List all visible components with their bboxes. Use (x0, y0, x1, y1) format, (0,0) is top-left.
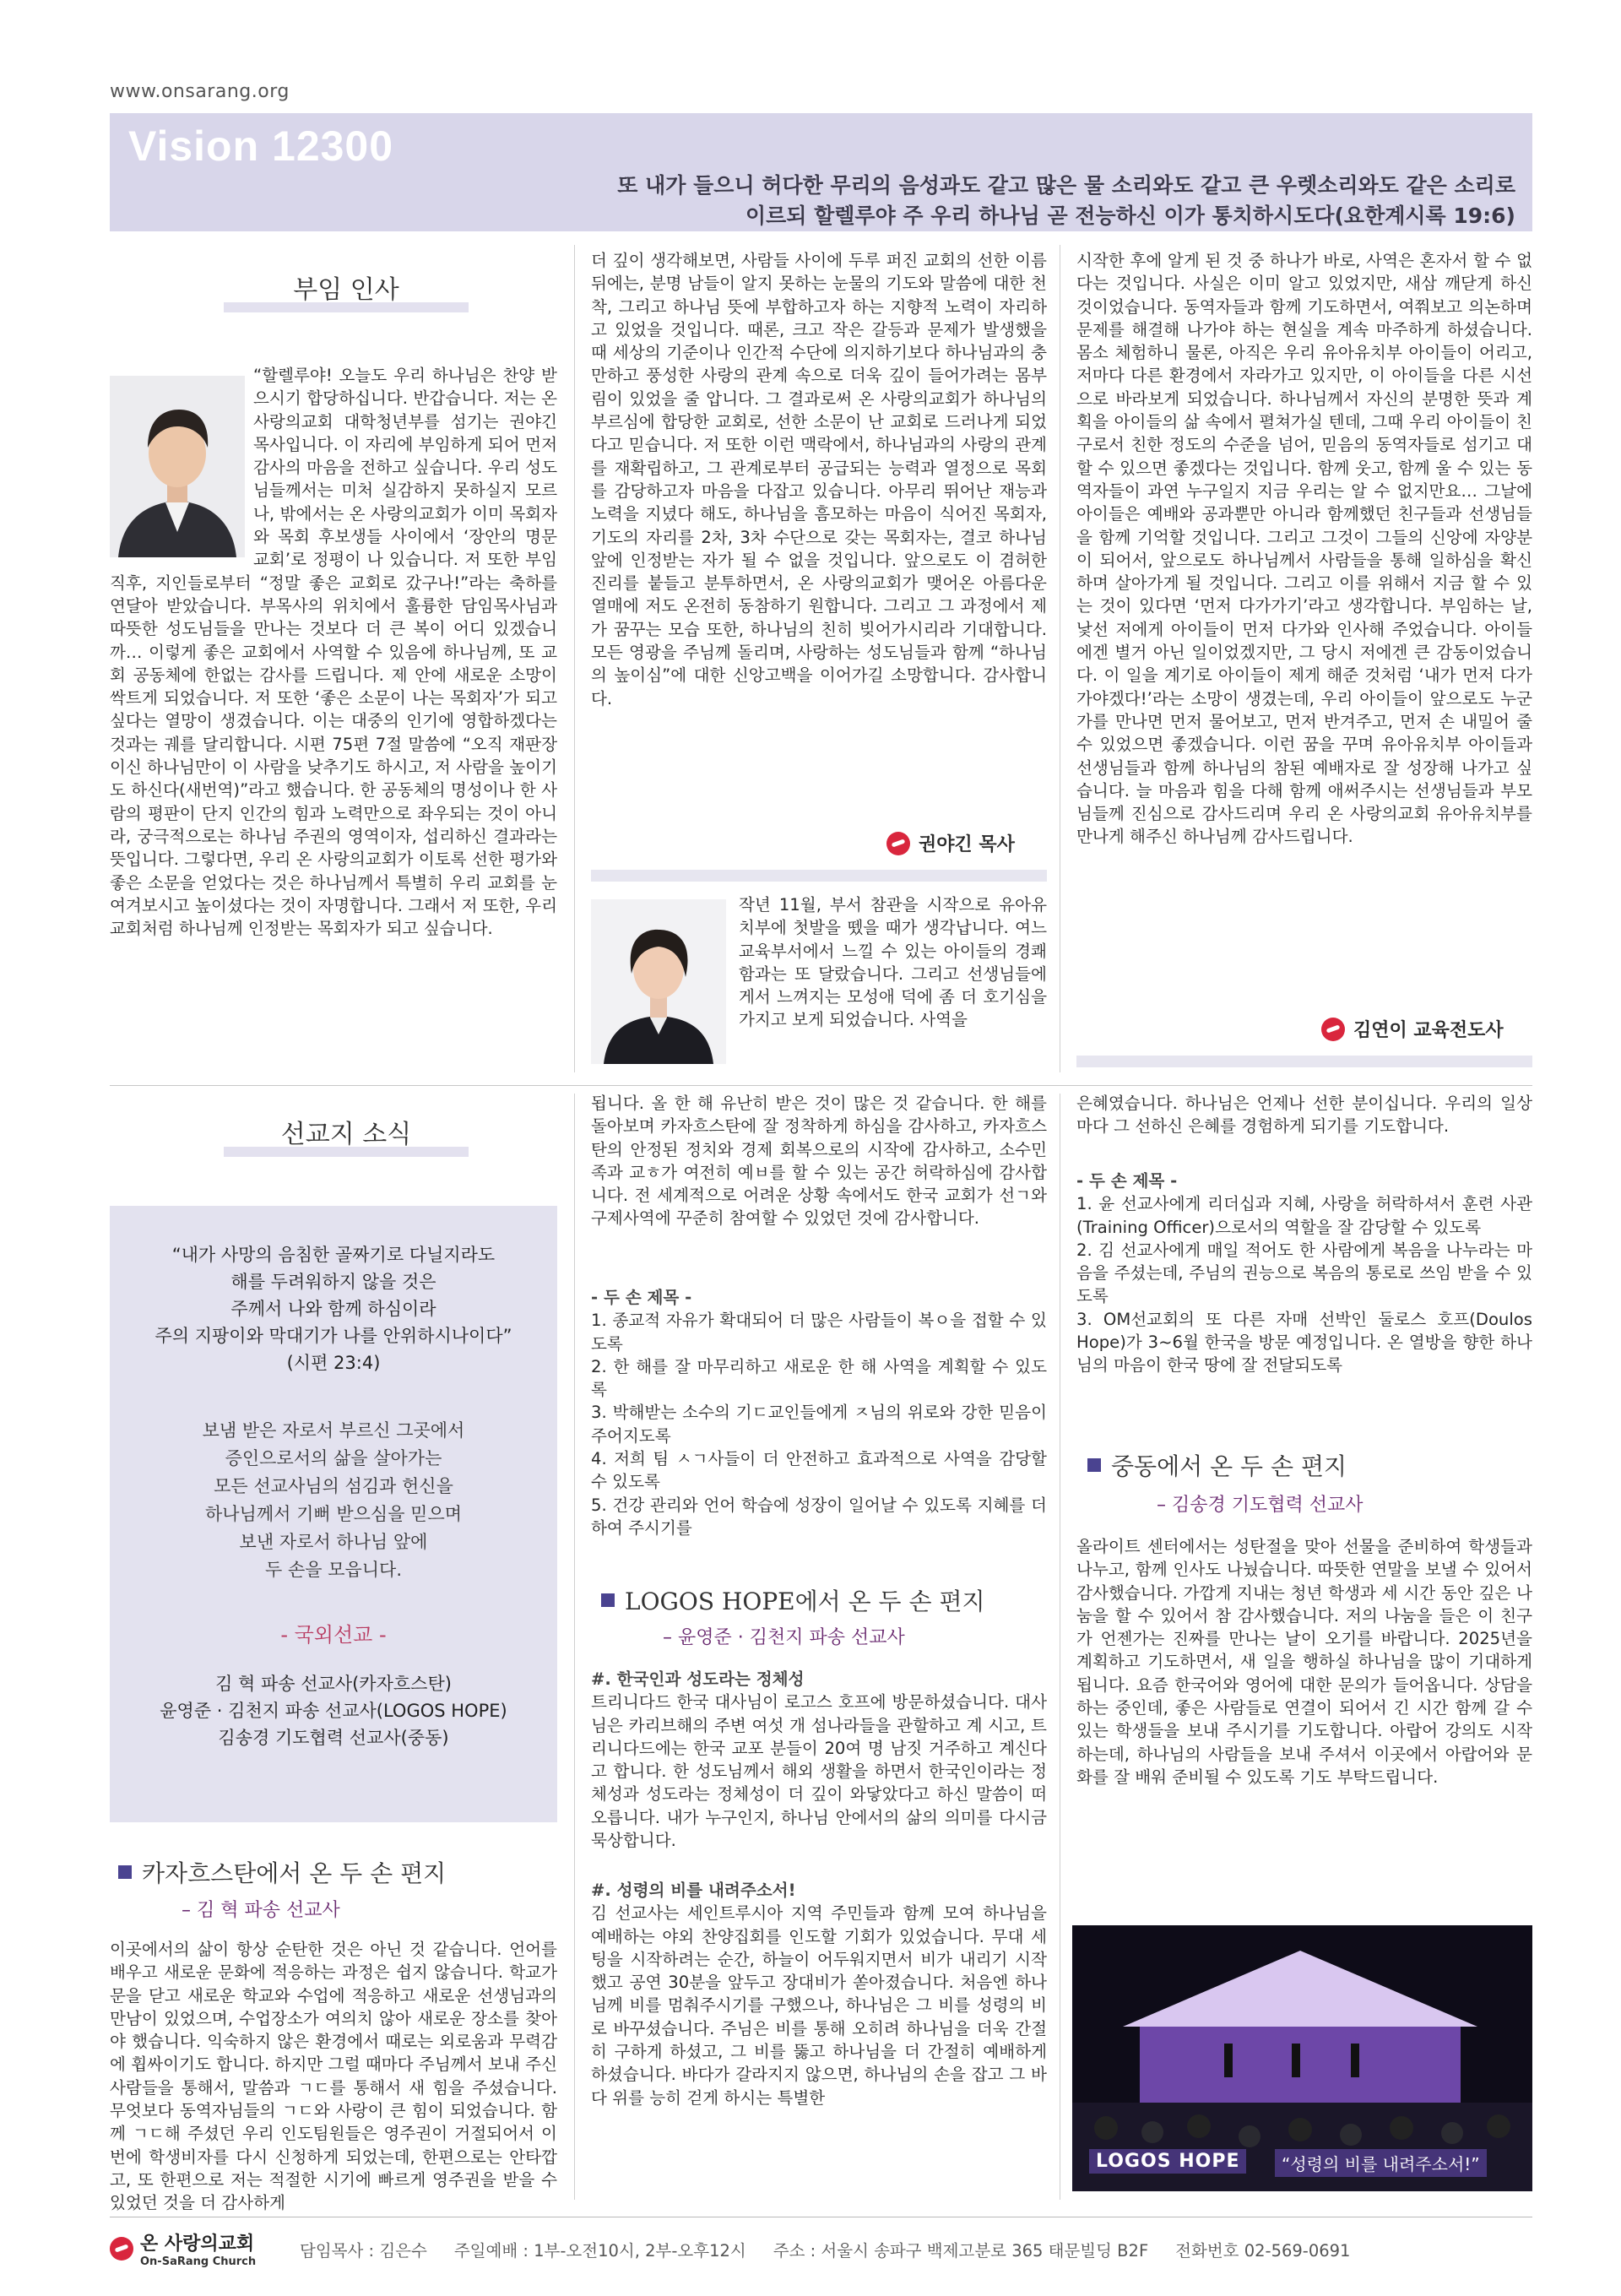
kazakhstan-prayer-list: - 두 손 제목 - 1. 종교적 자유가 확대되어 더 많은 사람들이 복ㅇ을 접할 수 있도록 2. 한 해를 잘 마무리하고 새로운 한 해 사역을 계획할 수 있도록 3. 박해받는 소수의 기ㄷ교인들에게 ㅈ님의 위로와 강한 믿음이 주어지도록 4. 저희 팀 ㅅㄱ사들이 더 안전하고 효과적으로 사역을 감당할 수 있도록 5. 건강 관리와 언어 학습에 성장이 일어날 수 있도록 지혜를 더하여 주시기를 (591, 1288, 1047, 1538)
logos-hope-letter-continued: 은혜였습니다. 하나님은 언제나 선한 분이십니다. 우리의 일상마다 그 선하신 은혜를 경험하게 되기를 기도합니다. (1076, 1094, 1532, 1137)
kazakhstan-letter-continued: 됩니다. 올 한 해 유난히 받은 것이 많은 것 같습니다. 한 해를 돌아보며 카자흐스탄에 잘 정착하게 하심을 감사하고, 카자흐스탄의 안정된 정치와 경제 회복으로의 시작에 감사하고, 소수민족과 교ㅎ가 여전히 예ㅂ를 할 수 있는 공간 허락하심에 감사합니다. 전 세계적으로 어려운 상황 속에서도 한국 교회가 선ㄱ와 구제사역에 꾸준히 참여할 수 있었던 것에 감사합니다. (591, 1094, 1047, 1229)
church-logo-icon (886, 832, 910, 855)
square-bullet-icon (601, 1593, 615, 1607)
vision-verse-line1: 또 내가 들으니 허다한 무리의 음성과도 같고 많은 물 소리와도 같고 큰 우렛소리와도 같은 소리로 (617, 173, 1515, 198)
section-divider (110, 1085, 1532, 1086)
divider-bar (1076, 1056, 1532, 1067)
logos-hope-section1: #. 한국인과 성도라는 정체성 트리니다드 한국 대사님이 로고스 호프에 방문하셨습니다. 대사님은 카리브해의 주변 여섯 개 섬나라들을 관할하고 계 시고, 트리니다드에는 한국 교포 분들이 20여 명 남짓 거주하고 계신다고 합니다. 한 성도님께서 해외 생활을 하면서 한국인이라는 정체성과 성도라는 정체성이 더 깊이 와닿았다고 하신 말씀이 떠오릅니다. 내가 누구인지, 하나님 안에서의 삶의 의미를 다시금 묵상합니다. (591, 1669, 1047, 1851)
footer-church-logo[interactable] (110, 2229, 256, 2268)
kazakhstan-letter-text: 이곳에서의 삶이 항상 순탄한 것은 아닌 것 같습니다. 언어를 배우고 새로운 문화에 적응하는 과정은 쉽지 않습니다. 학교가 문을 닫고 새로운 학교와 수업에 적응하고 새로운 선생님과의 만남이 있었으며, 수업장소가 여의치 않아 새로운 장소를 찾아야 했습니다. 익숙하지 않은 환경에서 때로는 외로움과 무력감에 휩싸이기도 합니다. 하지만 그럴 때마다 주님께서 보내 주신 사람들을 통해서, 말씀과 ㄱㄷ를 통해서 새 힘을 주셨습니다. 무엇보다 동역자님들의 ㄱㄷ와 사랑이 큰 힘이 되었습니다. 함께 ㄱㄷ해 주셨던 우리 인도팀원들은 영주권이 거절되어서 이번에 학생비자를 다시 신청하게 되었는데, 한편으로는 안타깝고, 또 한편으로 저는 적절한 시기에 빠르게 영주권을 받을 수 있었던 것을 더 감사하게 (110, 1940, 557, 2213)
logos-hope-prayer-list: - 두 손 제목 - 1. 윤 선교사에게 리더십과 지혜, 사랑을 허락하셔서 훈련 사관(Training Officer)으로서의 역할을 잘 감당할 수 있도록 2. 김 선교사에게 매일 적어도 한 사람에게 복음을 나누라는 마음을 주셨는데, 주님의 권능으로 복음의 통로로 쓰임 받을 수 있도록 3. OM선교회의 또 다른 자매 선박인 둘로스 호프(Doulos Hope)가 3~6월 한국을 방문 예정입니다. 온 열방을 향한 하나님의 마음이 한국 땅에 잘 전달되도록 (1076, 1171, 1532, 1376)
church-name: 온 사랑의교회 (140, 2234, 255, 2255)
photo-caption-logos-hope: LOGOS HOPE (1089, 2149, 1246, 2174)
greeting-col2b-text: 작년 11월, 부서 참관을 시작으로 유아유치부에 첫발을 뗐을 때가 생각납니다. 여느 교육부서에서 느낄 수 있는 아이들의 경쾌함과는 또 달랐습니다. 그리고 선생님들에게서 느껴지는 모성애 덕에 좀 더 호기심을 가지고 보게 되었습니다. 사역을 (739, 895, 1047, 1030)
logos-hope-letter-heading: LOGOS HOPE에서 온 두 손 편지 (601, 1583, 985, 1617)
photo-caption-quote: “성령의 비를 내려주소서!” (1275, 2149, 1487, 2177)
site-url[interactable]: www.onsarang.org (110, 81, 290, 102)
signature-evangelist: 김연이 교육전도사 (1321, 1016, 1504, 1042)
greeting-col1-text: “할렐루야! 오늘도 우리 하나님은 찬양 받으시기 합당하십니다. 반갑습니다. 저는 온 사랑의교회 대학청년부를 섬기는 권야긴 목사입니다. 이 자리에 부임하게 되어 먼저 감사의 마음을 전하고 싶습니다. 우리 성도님들께서는 미처 실감하지 못하실지 모르나, 밖에서는 온 사랑의교회가 이미 목회자와 목회 후보생들 사이에서 ‘장안의 명문 교회’로 정평이 나 있습니다. 저 또한 부임 직후, 지인들로부터 “정말 좋은 교회로 갔구나!”라는 축하를 연달아 받았습니다. 부목사의 위치에서 훌륭한 담임목사님과 따뜻한 성도님들을 만나는 것보다 더 큰 복이 어디 있겠습니까… 이렇게 좋은 교회에서 사역할 수 있음에 하나님께, 또 교회 공동체에 한없는 감사를 드립니다. 제 안에 새로운 소망이 싹트게 되었습니다. 저 또한 ‘좋은 소문이 나는 목회자’가 되고 싶다는 열망이 생겼습니다. 이는 대중의 인기에 영합하겠다는 것과는 궤를 달리합니다. 시편 75편 7절 말씀에 “오직 재판장이신 하나님만이 이 사람을 낮추기도 하시고, 저 사람을 높이기도 하신다(새번역)”라고 했습니다. 한 공동체의 명성이나 한 사람의 평판이 단지 인간의 힘과 노력만으로 좌우되는 것이 아니라, 궁극적으로는 하나님 주권의 영역이자, 섭리하신 결과라는 뜻입니다. 그렇다면, 우리 온 사랑의교회가 이토록 선한 평가와 좋은 소문을 얻었다는 것은 하나님께서 특별히 우리 교회를 눈여겨보시고 높이셨다는 것이 자명합니다. 그래서 저 또한, 우리 교회처럼 하나님께 인정받는 목회자가 되고 싶습니다. (110, 366, 557, 939)
kazakhstan-letter-heading: 카자흐스탄에서 온 두 손 편지 (118, 1855, 446, 1889)
psalm-verse: “내가 사망의 음침한 골짜기로 다닐지라도 해를 두려워하지 않을 것은 주께서 나와 함께 하심이라 주의 지팡이와 막대기가 나를 안위하시나이다” (시편 23:4) (155, 1245, 512, 1373)
footer-address: 주소 : 서울시 송파구 백제고분로 365 태문빌딩 B2F (773, 2241, 1149, 2261)
square-bullet-icon (118, 1865, 132, 1879)
greeting-col3-text: 시작한 후에 알게 된 것 중 하나가 바로, 사역은 혼자서 할 수 없다는 것입니다. 사실은 이미 알고 있었지만, 새삼 깨닫게 하신 것이었습니다. 동역자들과 함께 기도하면서, 여쭤보고 의논하며 문제를 해결해 나가야 하는 현실을 계속 마주하게 하셨습니다. 몸소 체험하니 물론, 아직은 우리 유아유치부 아이들이 어리고, 저마다 다른 환경에서 자라가고 있지만, 이 아이들을 다른 시선으로 바라보게 되었습니다. 하나님께서 자신의 분명한 뜻과 계획을 아이들의 삶 속에서 펼쳐가실 텐데, 그때 우리 아이들이 친구로서 친한 정도의 수준을 넘어, 믿음의 동역자들로 섬기고 대할 수 있으면 좋겠다는 것입니다. 함께 웃고, 함께 울 수 있는 동역자들이 과연 누구일지 지금 우리는 알 수 없지만요… 그날에 아이들은 예배와 공과뿐만 아니라 함께했던 친구들과 선생님들을 함께 기억할 것입니다. 그리고 그것이 그들의 신앙에 자양분이 되어서, 앞으로도 하나님께서 사람들을 통해 일하심을 확신하며 살아가게 될 것입니다. 그리고 이를 위해서 지금 할 수 있는 것이 있다면 ‘먼저 다가가기’라고 생각합니다. 부임하는 날, 낯선 저에게 아이들이 먼저 다가와 인사해 주었습니다. 아이들에겐 별거 아닌 일이었겠지만, 그 당시 저에겐 큰 감동이었습니다. 이 일을 계기로 아이들이 제게 해준 것처럼 ‘내가 먼저 다가가야겠다!’라는 소망이 생겼는데, 우리 아이들이 앞으로도 누군가를 만나면 먼저 물어보고, 먼저 반겨주고, 먼저 손 내밀어 줄 수 있었으면 좋겠습니다. 이런 꿈을 꾸며 유아유치부 아이들과 선생님들과 함께 하나님의 참된 예배자로 잘 성장해 나가고 싶습니다. 늘 마음과 힘을 다해 함께 애써주시는 선생님들과 부모님들께 진심으로 감사드리며 우리 온 사랑의교회 유아유치부를 만나게 해주신 하나님께 감사드립니다. (1076, 251, 1532, 847)
kazakhstan-letter-author: – 김 혁 파송 선교사 (182, 1900, 340, 1921)
vision-verse (536, 171, 1515, 231)
footer-pastor: 담임목사 : 김은수 (300, 2241, 427, 2261)
vision-title: Vision 12300 (128, 122, 394, 170)
church-logo-icon (110, 2237, 133, 2261)
church-name-en: On-SaRang Church (140, 2255, 257, 2268)
logos-hope-letter-author: – 윤영준 · 김천지 파송 선교사 (663, 1627, 905, 1648)
square-bullet-icon (1087, 1458, 1101, 1472)
footer-info (300, 2238, 1350, 2261)
logos-hope-section2: #. 성령의 비를 내려주소서! 김 선교사는 세인트루시아 지역 주민들과 함께 모여 하나님을 예배하는 야외 찬양집회를 인도할 기회가 있었습니다. 무대 세팅을 시작하려는 순간, 하늘이 어두워지면서 비가 내리기 시작했고 공연 30분을 앞두고 장대비가 쏟아졌습니다. 처음엔 하나님께 비를 멈춰주시기를 구했으나, 하나님은 그 비를 성령의 비로 바꾸셨습니다. 주님은 비를 통해 오히려 하나님을 더욱 간절히 구하게 하셨고, 그 비를 뚫고 하나님을 더 간절히 예배하게 하셨습니다. 바다가 갈라지지 않으면, 하나님의 손을 잡고 그 바다 위를 능히 걷게 하시는 특별한 (591, 1881, 1047, 2108)
signature-pastor: 권야긴 목사 (886, 830, 1015, 856)
column-divider (574, 245, 575, 1072)
greeting-col2-text: 더 깊이 생각해보면, 사람들 사이에 두루 퍼진 교회의 선한 이름 뒤에는, 분명 남들이 알지 못하는 눈물의 기도와 말씀에 대한 천착, 그리고 하나님 뜻에 부합하고자 하는 지향적 노력이 자리하고 있었을 것입니다. 때론, 크고 작은 갈등과 문제가 발생했을 때 세상의 기준이나 인간적 수단에 의지하기보다 하나님과의 충만하고 풍성한 사랑의 관계 속으로 더욱 깊이 들어가려는 몸부림이 있었을 줄 압니다. 그 결과로써 온 사랑의교회가 하나님의 부르심에 합당한 교회로, 선한 소문이 난 교회로 드러나게 되었다고 믿습니다. 저 또한 이런 맥락에서, 하나님과의 사랑의 관계를 재확립하고, 그 관계로부터 공급되는 능력과 열정으로 목회를 감당하고자 마음을 다잡고 있습니다. 아무리 뛰어난 재능과 노력을 지녔다 해도, 하나님을 흠모하는 마음이 식어진 목회자, 기도의 자리를 2차, 3차 수단으로 갖는 목회자는, 결코 하나님 앞에 인정받는 자가 될 수 없을 것입니다. 앞으로도 이 겸허한 진리를 붙들고 분투하면서, 온 사랑의교회가 맺어온 아름다운 열매에 저도 온전히 동참하기 원합니다. 그리고 그 과정에서 제가 꿈꾸는 모습 또한, 하나님의 친히 빚어가시리라 기대합니다. 모든 영광을 주님께 돌리며, 사랑하는 성도님들과 함께 “하나님의 높이심”에 대한 신앙고백을 이어가길 소망합니다. 감사합니다. (591, 251, 1047, 708)
church-logo-icon (1321, 1018, 1345, 1041)
sending-poem: 보냄 받은 자로서 부르신 그곳에서 증인으로서의 삶을 살아가는 모든 선교사님의 섬김과 헌신을 하나님께서 기뻐 받으심을 믿으며 보낸 자로서 하나님 앞에 두 손을 모읍니다. (202, 1420, 465, 1580)
divider-bar (591, 870, 1047, 882)
column-divider (574, 1094, 575, 2200)
vision-verse-line2: 이르되 할렐루야 주 우리 하나님 곧 전능하신 이가 통치하시도다(요한계시록 19:6) (745, 204, 1515, 228)
greeting-heading: 부임 인사 (224, 269, 469, 306)
footer-worship: 주일예배 : 1부-오전10시, 2부-오후12시 (453, 2241, 746, 2261)
mission-quote-box (110, 1206, 557, 1822)
vision-banner (110, 113, 1532, 231)
middle-east-letter-heading: 중동에서 온 두 손 편지 (1087, 1448, 1347, 1482)
overseas-mission-label: - 국외선교 - (280, 1623, 387, 1647)
footer-phone: 전화번호 02-569-0691 (1175, 2241, 1351, 2261)
mission-heading: 선교지 소식 (224, 1113, 469, 1150)
middle-east-letter-text: 올라이트 센터에서는 성탄절을 맞아 선물을 준비하여 학생들과 나누고, 함께 인사도 나눴습니다. 따뜻한 연말을 보낼 수 있어서 감사했습니다. 가깝게 지내는 청년 학생과 세 시간 동안 깊은 나눔을 할 수 있어서 참 감사했습니다. 저의 나눔을 들은 이 친구가 언젠가는 진짜를 만나는 날이 오기를 바랍니다. 2025년을 계획하고 기도하면서, 새 일을 행하실 하나님을 많이 기대하게 됩니다. 요즘 한국어와 영어에 대한 문의가 들어옵니다. 상담을 하는 중인데, 좋은 사람들로 연결이 되어서 긴 시간 함께 갈 수 있는 학생들을 보내 주시기를 기도합니다. 아랍어 강의도 시작하는데, 하나님의 사람들을 보내 주셔서 이곳에서 아랍어와 문화를 잘 배워 준비될 수 있도록 기도 부탁드립니다. (1076, 1537, 1532, 1787)
missionary-list: 김 혁 파송 선교사(카자흐스탄) 윤영준 · 김천지 파송 선교사(LOGOS HOPE) 김송경 기도협력 선교사(중동) (160, 1674, 507, 1748)
middle-east-letter-author: – 김송경 기도협력 선교사 (1157, 1495, 1363, 1516)
